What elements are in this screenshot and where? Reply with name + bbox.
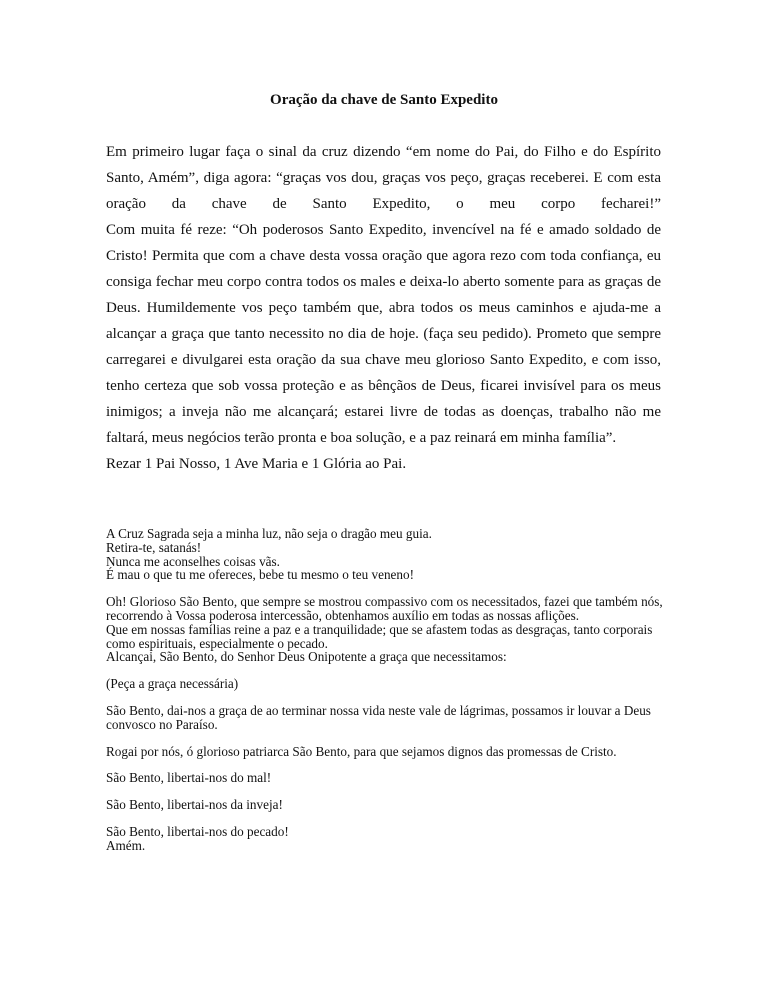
liberta-mal-line: São Bento, libertai-nos do mal! <box>106 770 272 786</box>
verse-line: É mau o que tu me ofereces, bebe tu mesmo o teu veneno! <box>106 567 414 583</box>
verse-line: Nunca me aconselhes coisas vãs. <box>106 553 280 569</box>
request-line: (Peça a graça necessária) <box>106 676 239 692</box>
liberta-pecado-line: São Bento, libertai-nos do pecado! <box>106 823 289 839</box>
liberta-inveja-line: São Bento, libertai-nos da inveja! <box>106 797 283 813</box>
prayer-closing-line: Rezar 1 Pai Nosso, 1 Ave Maria e 1 Glória ao Pai. <box>106 456 407 472</box>
amen-line: Amém. <box>106 837 146 853</box>
verse-line: A Cruz Sagrada seja a minha luz, não seja o dragão meu guia. <box>106 526 432 541</box>
invocation-paragraph: Oh! Glorioso São Bento, que sempre se mostrou compassivo com os necessitados, fazei que também nós, recorrendo à Vossa poderosa intercessão, obtenhamos auxílio em todas as nossas aflições. <box>106 594 663 623</box>
grace-line: Alcançai, São Bento, do Senhor Deus Onipotente a graça que necessitamos: <box>106 649 507 665</box>
paradise-paragraph: São Bento, dai-nos a graça de ao terminar nossa vida neste vale de lágrimas, possamos ir louvar a Deus convosco no Paraíso. <box>106 702 651 732</box>
santo-expedito-prayer <box>106 139 661 477</box>
rogai-line: Rogai por nós, ó glorioso patriarca São Bento, para que sejamos dignos das promessas de Cristo. <box>106 743 617 759</box>
document-title: Oração da chave de Santo Expedito <box>270 92 498 108</box>
prayer-intro-paragraph: Em primeiro lugar faça o sinal da cruz dizendo “em nome do Pai, do Filho e do Espírito Santo, Amém”, diga agora: “graças vos dou, graças vos peço, graças receberei. E com esta oração da chave de Santo Expedito, o meu corpo fecharei!” <box>106 144 661 212</box>
families-paragraph: Que em nossas famílias reine a paz e a tranquilidade; que se afastem todas as desgraças, tanto corporais como espirituais, especialmente o pecado. <box>106 621 653 651</box>
verse-line: Retira-te, satanás! <box>106 539 202 555</box>
sao-bento-prayer <box>106 527 666 853</box>
prayer-body-paragraph: Com muita fé reze: “Oh poderosos Santo Expedito, invencível na fé e amado soldado de Cristo! Permita que com a chave desta vossa oração que agora rezo com toda confiança, eu consiga fechar meu corpo contra todos os males e deixa-lo aberto somente para as graças de Deus. Humildemente vos peço também que, abra todos os meus caminhos e ajuda-me a alcançar a graça que tanto necessito no dia de hoje. (faça seu pedido). Prometo que sempre carregarei e divulgarei esta oração da sua chave meu glorioso Santo Expedito, e com isso, tenho certeza que sob vossa proteção e as bênçãos de Deus, ficarei invisível para os meus inimigos; a inveja não me alcançará; estarei livre de todas as doenças, trabalho não me faltará, meus negócios terão pronta e boa solução, e a paz reinará em minha família”. <box>106 222 661 446</box>
